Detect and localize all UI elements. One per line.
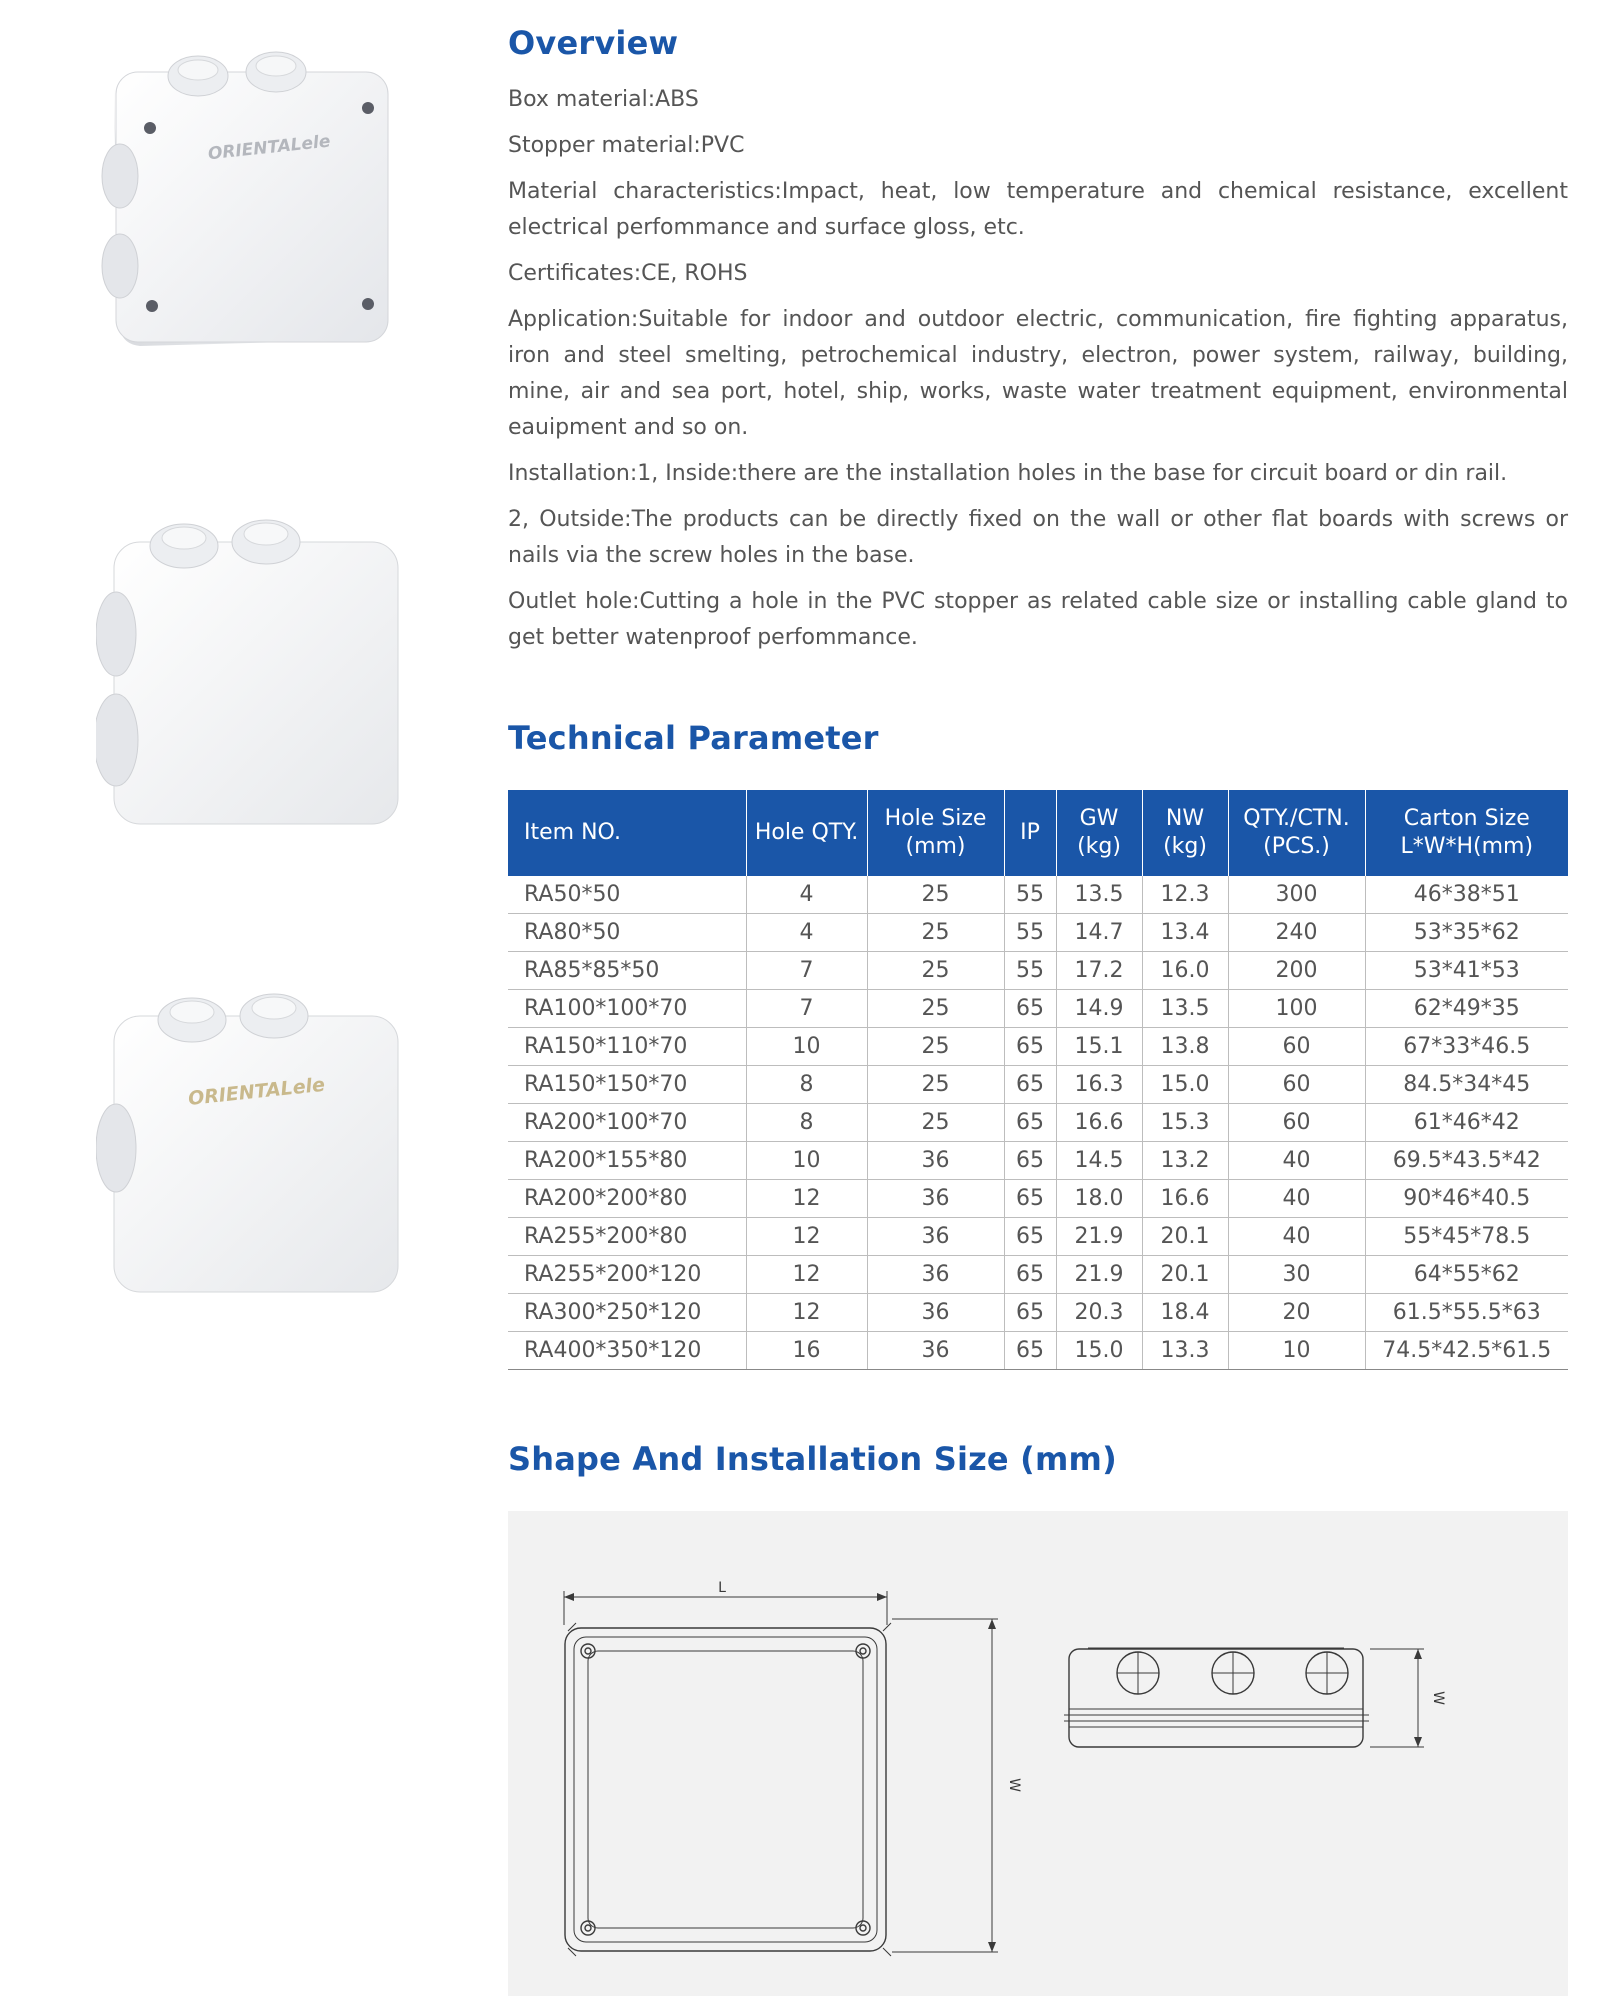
cell-ip: 65 <box>1004 1028 1056 1066</box>
technical-parameter-table <box>508 790 1568 1370</box>
technical-drawing <box>508 1511 1568 1996</box>
shape-installation-title: Shape And Installation Size (mm) <box>508 1440 1117 1478</box>
overview-line: Stopper material:PVC <box>508 133 745 158</box>
cell-carton-size: 61.5*55.5*63 <box>1365 1294 1568 1332</box>
cell-hole-size: 36 <box>867 1218 1004 1256</box>
side-view-outline <box>1069 1649 1363 1747</box>
cell-hole-qty: 7 <box>746 952 867 990</box>
cell-carton-size: 55*45*78.5 <box>1365 1218 1568 1256</box>
header-item-no: Item NO. <box>508 790 746 876</box>
cell-qty-ctn: 40 <box>1228 1142 1365 1180</box>
cell-hole-qty: 4 <box>746 914 867 952</box>
cell-hole-size: 25 <box>867 876 1004 914</box>
cell-nw: 13.3 <box>1142 1332 1228 1370</box>
cell-ip: 65 <box>1004 1180 1056 1218</box>
header-nw: NW (kg) <box>1142 790 1228 876</box>
cell-gw: 17.2 <box>1056 952 1142 990</box>
cell-item-no: RA400*350*120 <box>508 1332 746 1370</box>
cell-hole-qty: 7 <box>746 990 867 1028</box>
table-row <box>508 1294 1568 1332</box>
overview-line: 2, Outside:The products can be directly fixed on the wall or other flat boards with screws or nails via the screw holes in the base. <box>508 507 1568 568</box>
cell-nw: 16.0 <box>1142 952 1228 990</box>
cell-hole-qty: 10 <box>746 1142 867 1180</box>
overview-line: Material characteristics:Impact, heat, low temperature and chemical resistance, excellent electrical perfommance and surface gloss, etc. <box>508 179 1568 240</box>
cell-qty-ctn: 60 <box>1228 1104 1365 1142</box>
cell-gw: 16.6 <box>1056 1104 1142 1142</box>
table-row <box>508 1142 1568 1180</box>
cell-gw: 15.0 <box>1056 1332 1142 1370</box>
cell-hole-qty: 8 <box>746 1066 867 1104</box>
cell-qty-ctn: 40 <box>1228 1218 1365 1256</box>
table-row <box>508 876 1568 914</box>
cell-nw: 15.0 <box>1142 1066 1228 1104</box>
cell-ip: 65 <box>1004 1218 1056 1256</box>
installation-drawing <box>508 1511 1568 1996</box>
overview-line: Box material:ABS <box>508 87 699 112</box>
cell-hole-size: 36 <box>867 1256 1004 1294</box>
cell-ip: 65 <box>1004 1066 1056 1104</box>
technical-parameter-title: Technical Parameter <box>508 719 879 757</box>
cell-item-no: RA255*200*120 <box>508 1256 746 1294</box>
cell-qty-ctn: 240 <box>1228 914 1365 952</box>
product-image-1 <box>100 48 400 348</box>
cell-nw: 13.4 <box>1142 914 1228 952</box>
cell-gw: 21.9 <box>1056 1256 1142 1294</box>
cell-gw: 14.9 <box>1056 990 1142 1028</box>
cell-qty-ctn: 200 <box>1228 952 1365 990</box>
cell-hole-qty: 12 <box>746 1180 867 1218</box>
cell-hole-size: 25 <box>867 1104 1004 1142</box>
cell-gw: 16.3 <box>1056 1066 1142 1104</box>
cell-hole-size: 25 <box>867 952 1004 990</box>
cell-qty-ctn: 20 <box>1228 1294 1365 1332</box>
cell-ip: 55 <box>1004 952 1056 990</box>
cell-item-no: RA150*110*70 <box>508 1028 746 1066</box>
cell-qty-ctn: 60 <box>1228 1028 1365 1066</box>
cell-hole-size: 36 <box>867 1332 1004 1370</box>
dimension-label-width-side: W <box>1430 1691 1446 1705</box>
cell-gw: 14.7 <box>1056 914 1142 952</box>
cell-nw: 13.5 <box>1142 990 1228 1028</box>
dimension-label-length: L <box>718 1580 726 1596</box>
cell-carton-size: 53*41*53 <box>1365 952 1568 990</box>
cell-hole-qty: 16 <box>746 1332 867 1370</box>
cell-item-no: RA200*155*80 <box>508 1142 746 1180</box>
cell-item-no: RA300*250*120 <box>508 1294 746 1332</box>
cell-carton-size: 90*46*40.5 <box>1365 1180 1568 1218</box>
cell-nw: 13.2 <box>1142 1142 1228 1180</box>
top-view-outline <box>565 1628 886 1951</box>
cell-carton-size: 53*35*62 <box>1365 914 1568 952</box>
cell-nw: 13.8 <box>1142 1028 1228 1066</box>
cell-nw: 16.6 <box>1142 1180 1228 1218</box>
cell-gw: 13.5 <box>1056 876 1142 914</box>
cell-qty-ctn: 100 <box>1228 990 1365 1028</box>
cell-hole-qty: 8 <box>746 1104 867 1142</box>
overview-line: Application:Suitable for indoor and outdoor electric, communication, fire fighting apparatus, iron and steel smelting, petrochemical industry, electron, power system, railway, building, mine, air and sea port, hotel, ship, works, waste water treatment equipment, environmental eauipment and so on. <box>508 307 1568 440</box>
table-row <box>508 1218 1568 1256</box>
cell-nw: 12.3 <box>1142 876 1228 914</box>
dimension-label-width: W <box>1006 1778 1022 1792</box>
cell-carton-size: 84.5*34*45 <box>1365 1066 1568 1104</box>
overview-body <box>508 82 1568 666</box>
cell-hole-qty: 4 <box>746 876 867 914</box>
cell-carton-size: 69.5*43.5*42 <box>1365 1142 1568 1180</box>
table-row <box>508 1104 1568 1142</box>
cell-ip: 55 <box>1004 876 1056 914</box>
cell-qty-ctn: 300 <box>1228 876 1365 914</box>
cell-ip: 65 <box>1004 990 1056 1028</box>
cell-carton-size: 67*33*46.5 <box>1365 1028 1568 1066</box>
cell-ip: 65 <box>1004 1256 1056 1294</box>
cell-item-no: RA100*100*70 <box>508 990 746 1028</box>
overview-title: Overview <box>508 24 679 62</box>
table-row <box>508 1028 1568 1066</box>
header-carton-size: Carton Size L*W*H(mm) <box>1365 790 1568 876</box>
cell-hole-size: 36 <box>867 1180 1004 1218</box>
cell-item-no: RA80*50 <box>508 914 746 952</box>
cell-hole-qty: 10 <box>746 1028 867 1066</box>
cell-hole-qty: 12 <box>746 1218 867 1256</box>
cell-nw: 18.4 <box>1142 1294 1228 1332</box>
table-row <box>508 990 1568 1028</box>
cell-gw: 15.1 <box>1056 1028 1142 1066</box>
cell-ip: 65 <box>1004 1142 1056 1180</box>
cell-item-no: RA200*100*70 <box>508 1104 746 1142</box>
header-hole-qty: Hole QTY. <box>746 790 867 876</box>
cell-ip: 55 <box>1004 914 1056 952</box>
product-gallery <box>0 0 480 2016</box>
cell-carton-size: 62*49*35 <box>1365 990 1568 1028</box>
cell-nw: 20.1 <box>1142 1256 1228 1294</box>
cell-item-no: RA85*85*50 <box>508 952 746 990</box>
cell-carton-size: 64*55*62 <box>1365 1256 1568 1294</box>
cell-ip: 65 <box>1004 1332 1056 1370</box>
cell-carton-size: 61*46*42 <box>1365 1104 1568 1142</box>
overview-line: Installation:1, Inside:there are the installation holes in the base for circuit board or din rail. <box>508 461 1508 486</box>
table-row <box>508 1066 1568 1104</box>
cell-nw: 20.1 <box>1142 1218 1228 1256</box>
cell-qty-ctn: 30 <box>1228 1256 1365 1294</box>
cell-item-no: RA50*50 <box>508 876 746 914</box>
brand-logo-2: ORIENTALele <box>187 1073 326 1110</box>
cell-hole-qty: 12 <box>746 1256 867 1294</box>
header-ip: IP <box>1004 790 1056 876</box>
cell-item-no: RA200*200*80 <box>508 1180 746 1218</box>
cell-hole-size: 36 <box>867 1142 1004 1180</box>
table-header-row <box>508 790 1568 876</box>
table-row <box>508 1332 1568 1370</box>
cell-hole-qty: 12 <box>746 1294 867 1332</box>
overview-line: Outlet hole:Cutting a hole in the PVC stopper as related cable size or installing cable gland to get better watenproof perfommance. <box>508 589 1568 650</box>
cell-carton-size: 74.5*42.5*61.5 <box>1365 1332 1568 1370</box>
cell-gw: 21.9 <box>1056 1218 1142 1256</box>
header-gw: GW (kg) <box>1056 790 1142 876</box>
cell-nw: 15.3 <box>1142 1104 1228 1142</box>
cell-ip: 65 <box>1004 1294 1056 1332</box>
product-image-2 <box>96 508 406 828</box>
cell-qty-ctn: 10 <box>1228 1332 1365 1370</box>
cell-gw: 20.3 <box>1056 1294 1142 1332</box>
cell-carton-size: 46*38*51 <box>1365 876 1568 914</box>
table-row <box>508 1256 1568 1294</box>
header-qty-ctn: QTY./CTN. (PCS.) <box>1228 790 1365 876</box>
cell-gw: 18.0 <box>1056 1180 1142 1218</box>
cell-qty-ctn: 40 <box>1228 1180 1365 1218</box>
cell-gw: 14.5 <box>1056 1142 1142 1180</box>
table-row <box>508 1180 1568 1218</box>
cell-hole-size: 36 <box>867 1294 1004 1332</box>
cell-qty-ctn: 60 <box>1228 1066 1365 1104</box>
overview-line: Certificates:CE, ROHS <box>508 261 748 286</box>
table-row <box>508 952 1568 990</box>
cell-item-no: RA150*150*70 <box>508 1066 746 1104</box>
cell-item-no: RA255*200*80 <box>508 1218 746 1256</box>
cell-ip: 65 <box>1004 1104 1056 1142</box>
cell-hole-size: 25 <box>867 1028 1004 1066</box>
product-image-3 <box>96 988 406 1298</box>
table-row <box>508 914 1568 952</box>
header-hole-size: Hole Size (mm) <box>867 790 1004 876</box>
cell-hole-size: 25 <box>867 914 1004 952</box>
brand-logo: ORIENTALele <box>207 131 332 165</box>
cell-hole-size: 25 <box>867 990 1004 1028</box>
cell-hole-size: 25 <box>867 1066 1004 1104</box>
